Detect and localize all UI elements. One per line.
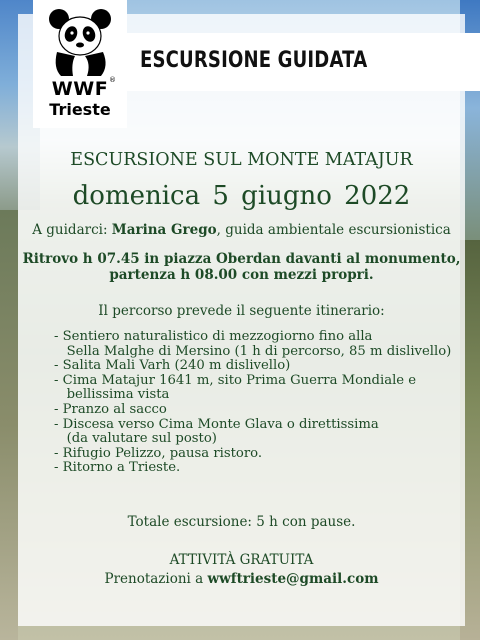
wwf-logo: [33, 0, 127, 128]
itinerary-item: - Cima Matajur 1641 m, sito Prima Guerra Mondiale e: [54, 372, 417, 388]
booking-prefix: Prenotazioni a: [104, 571, 208, 587]
itinerary-item: - Salita Mali Varh (240 m dislivello): [54, 358, 291, 374]
total-duration: Totale escursione: 5 h con pause.: [127, 514, 356, 530]
meeting-line-1: Ritrovo h 07.45 in piazza Oberdan davanti al monumento,: [22, 251, 461, 267]
registered-mark: ®: [109, 76, 116, 84]
guide-name: Marina Grego: [111, 222, 217, 238]
itinerary-item: bellissima vista: [54, 387, 170, 403]
booking-line: [18, 571, 465, 587]
itinerary-item: Sella Malghe di Mersino (1 h di percorso, 85 m dislivello): [54, 343, 452, 359]
guides-suffix: , guida ambientale escursionistica: [216, 222, 451, 238]
free-activity-notice: ATTIVITÀ GRATUITA: [169, 552, 314, 568]
header-title: ESCURSIONE GUIDATA: [140, 48, 368, 73]
itinerary-list: [54, 330, 459, 476]
guides-prefix: A guidarci:: [32, 222, 112, 238]
itinerary-intro: Il percorso prevede il seguente itinerario:: [98, 303, 385, 319]
itinerary-item: (da valutare sul posto): [54, 431, 217, 447]
booking-email: wwftrieste@gmail.com: [207, 571, 379, 587]
guides-line: [18, 222, 465, 238]
meeting-info: [18, 251, 465, 283]
logo-city-text: Trieste: [49, 100, 111, 119]
itinerary-item: - Sentiero naturalistico di mezzogiorno fino alla: [54, 329, 373, 344]
itinerary-item: - Discesa verso Cima Monte Glava o direttissima: [54, 416, 379, 432]
logo-brand-text: WWF: [51, 78, 109, 100]
itinerary-item: - Pranzo al sacco: [54, 401, 167, 417]
itinerary-item: - Ritorno a Trieste.: [54, 460, 181, 476]
itinerary-item: - Rifugio Pelizzo, pausa ristoro.: [54, 445, 263, 461]
panda-icon: [43, 6, 117, 78]
meeting-line-2: partenza h 08.00 con mezzi propri.: [109, 267, 374, 283]
background-grass-left: [0, 210, 18, 640]
event-title: ESCURSIONE SUL MONTE MATAJUR: [70, 150, 413, 170]
event-date: domenica 5 giugno 2022: [72, 181, 411, 211]
